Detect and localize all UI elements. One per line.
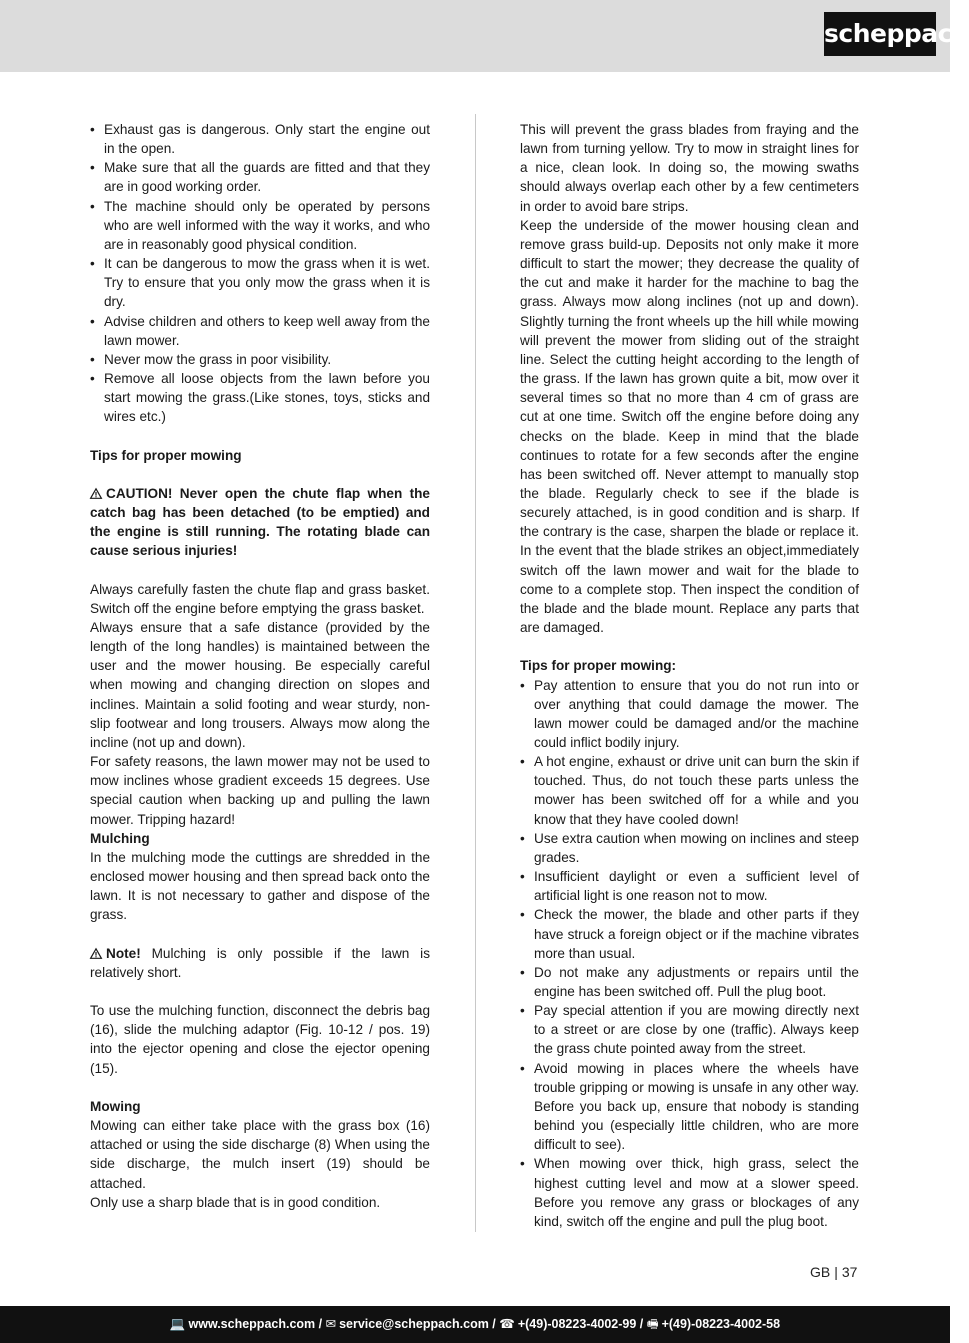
- sharp-blade-paragraph: Only use a sharp blade that is in good condition.: [90, 1194, 381, 1210]
- mulching-heading: Mulching: [90, 830, 150, 846]
- list-item: • Use extra caution when mowing on inclines and steep grades.: [520, 829, 859, 867]
- right-column: [520, 120, 859, 1231]
- page-number: GB | 37: [810, 1264, 858, 1280]
- list-item: • Never mow the grass in poor visibility.: [90, 350, 430, 369]
- fax-icon: 🖷: [646, 1317, 659, 1331]
- list-item: • Check the mower, the blade and other parts if they have struck a foreign object or if the machine vibrates more than usual.: [520, 905, 859, 962]
- list-item: • It can be dangerous to mow the grass when it is wet. Try to ensure that you only mow the grass when it is dry.: [90, 254, 430, 311]
- tips-proper-mowing-heading: Tips for proper mowing:: [520, 658, 677, 674]
- note-text: Mulching is only possible if the lawn is relatively short.: [90, 945, 430, 980]
- footer-separator: /: [315, 1317, 326, 1331]
- caution-text: CAUTION! Never open the chute flap when the catch bag has been detached (to be emptied) and the engine is still running. The rotating blade can cause serious injuries!: [90, 485, 430, 559]
- mulching-paragraph: In the mulching mode the cuttings are shredded in the enclosed mower housing and then spread back onto the lawn. It is not necessary to gather and dispose of the grass.: [90, 849, 430, 923]
- list-item: • The machine should only be operated by persons who are well informed with the way it works, and who are in reasonably good physical condition.: [90, 197, 430, 254]
- fax-number: +(49)-08223-4002-58: [661, 1317, 781, 1331]
- list-item: • A hot engine, exhaust or drive unit can burn the skin if touched. Thus, do not touch these parts unless the mower has been switched off for a while and you know that they have cooled down!: [520, 752, 859, 829]
- footer-separator: /: [488, 1317, 500, 1331]
- list-item: • Avoid mowing in places where the wheels have trouble gripping or mowing is unsafe in any other way. Before you back up, ensure that nobody is standing behind you (especially little children, who are more difficult to see).: [520, 1059, 859, 1155]
- language-code: GB: [810, 1264, 831, 1280]
- list-item: • Exhaust gas is dangerous. Only start the engine out in the open.: [90, 120, 430, 158]
- column-divider: [475, 114, 476, 1232]
- mowing-paragraph: Mowing can either take place with the grass box (16) attached or using the side discharge (8) When using the side discharge, the mulch insert (19) should be attached.: [90, 1118, 430, 1191]
- email-link[interactable]: service@scheppach.com: [339, 1317, 489, 1331]
- list-item: • Advise children and others to keep well away from the lawn mower.: [90, 312, 430, 350]
- list-item: • Insufficient daylight or even a sufficient level of artificial light is one reason not to mow.: [520, 867, 859, 905]
- page-footer: [0, 1306, 950, 1343]
- tips-bullet-list: [520, 676, 859, 1232]
- caution-paragraph: [90, 484, 430, 561]
- left-column: [90, 120, 430, 1212]
- phone-number: +(49)-08223-4002-99: [517, 1317, 637, 1331]
- scheppach-logo: scheppach: [824, 12, 936, 56]
- phone-icon: ☎: [499, 1317, 515, 1331]
- list-item: • Pay attention to ensure that you do not run into or over anything that could damage the mower. The lawn mower could be damaged and/or the machine could inflict bodily injury.: [520, 676, 859, 753]
- incline-paragraph: For safety reasons, the lawn mower may not be used to mow inclines whose gradient exceeds 15 degrees. Use special caution when backing up and pulling the lawn mower. Tripping hazard!: [90, 754, 430, 827]
- list-item: • When mowing over thick, high grass, select the highest cutting level and mow at a slower speed. Before you remove any grass or blockages of any kind, switch off the engine and pull the plug boot.: [520, 1154, 859, 1231]
- list-item: • Make sure that all the guards are fitted and that they are in good working order.: [90, 158, 430, 196]
- page-header: [0, 0, 969, 72]
- website-link[interactable]: www.scheppach.com: [188, 1317, 316, 1331]
- list-item: • Remove all loose objects from the lawn before you start mowing the grass.(Like stones, toys, sticks and wires etc.): [90, 369, 430, 426]
- page-number-value: 37: [841, 1264, 858, 1280]
- list-item: • Pay special attention if you are mowing directly next to a street or are close by one (traffic). Always keep the grass chute pointed away from the street.: [520, 1001, 859, 1058]
- tips-heading: Tips for proper mowing: [90, 447, 242, 463]
- chute-flap-paragraph: Always carefully fasten the chute flap and grass basket. Switch off the engine before emptying the grass basket.: [90, 581, 430, 616]
- safety-bullet-list: [90, 120, 430, 427]
- warning-triangle-icon: [90, 488, 102, 499]
- note-paragraph: [90, 944, 430, 982]
- mowing-heading: Mowing: [90, 1098, 141, 1114]
- computer-icon: 💻: [169, 1317, 186, 1331]
- note-label: Note!: [106, 945, 141, 961]
- footer-separator: /: [636, 1317, 647, 1331]
- list-item: • Do not make any adjustments or repairs until the engine has been switched off. Pull the plug boot.: [520, 963, 859, 1001]
- grass-blades-paragraph: This will prevent the grass blades from fraying and the lawn from turning yellow. Try to mow in straight lines for a nice, clean look. In doing so, the mowing swaths should always overlap each other by a few centimeters in order to avoid bare strips.: [520, 122, 859, 214]
- mail-icon: ✉: [325, 1317, 337, 1331]
- mulch-use-paragraph: To use the mulching function, disconnect the debris bag (16), slide the mulching adaptor (Fig. 10-12 / pos. 19) into the ejector opening and close the ejector opening (15).: [90, 1003, 430, 1076]
- safe-distance-paragraph: Always ensure that a safe distance (provided by the length of the long handles) is maintained between the user and the mower housing. Be especially careful when mowing and changing direction on slopes and inclines. Maintain a solid footing and wear sturdy, non-slip footwear and long trousers. Always mow along the incline (not up and down).: [90, 620, 430, 750]
- warning-triangle-icon: [90, 948, 102, 959]
- mower-housing-paragraph: Keep the underside of the mower housing clean and remove grass build-up. Deposits not only make it more difficult to start the mower; they decrease the quality of the cut and make it harder for the machine to bag the grass. Always mow along inclines (not up and down). Slightly turning the front wheels up the hill while mowing will prevent the mower from sliding out of the straight line. Select the cutting height according to the length of the grass. If the lawn has grown quite a bit, mow over it several times so that no more than 4 cm of grass are cut at one time. Switch off the engine before doing any checks on the blade. Keep in mind that the blade continues to rotate for a few seconds after the engine has been switched off. Never attempt to manually stop the blade. Regularly check to see if the blade is securely attached, is in good condition and is sharp. If the contrary is the case, sharpen the blade or replace it. In the event that the blade strikes an object,immediately switch off the lawn mower and wait for the blade to come to a complete stop. Then inspect the condition of the blade and the blade mount. Replace any parts that are damaged.: [520, 217, 859, 636]
